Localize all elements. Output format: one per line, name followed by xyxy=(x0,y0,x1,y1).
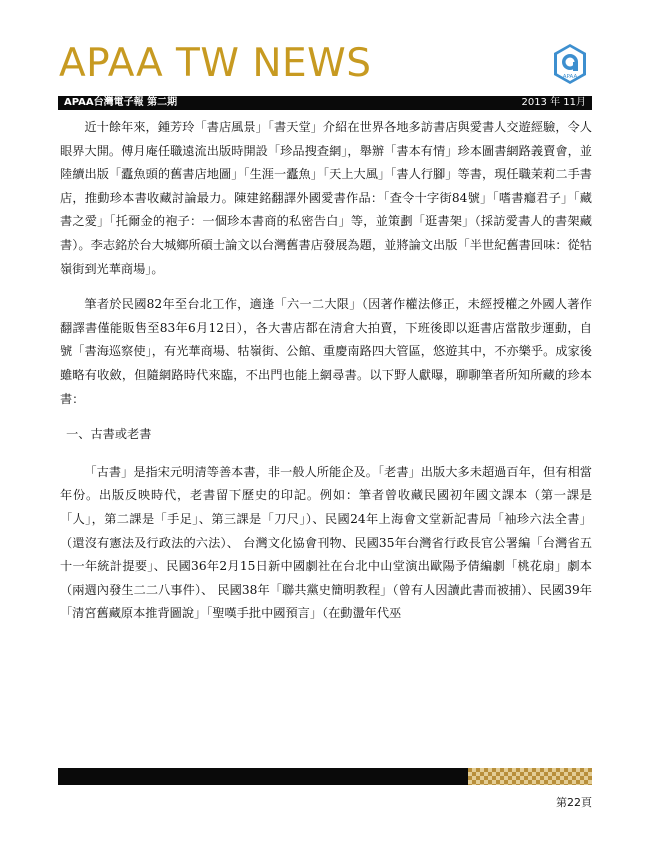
logo-text: APAA xyxy=(562,74,578,80)
apaa-logo-icon xyxy=(550,42,590,88)
issue-label: APAA台灣電子報 第二期 xyxy=(64,97,178,108)
article-body xyxy=(60,116,592,626)
issue-header-bar xyxy=(58,96,592,110)
page-number: 第22頁 xyxy=(556,796,592,809)
paragraph-2: 筆者於民國82年至台北工作，適逢「六一二大限」（因著作權法修正，未經授權之外國人著作翻譯書僅能販售至83年6月12日），各大書店都在清倉大拍賣，下班後即以逛書店當散步運動，自號「書海巡察使」，有光華商場、牯嶺街、公館、重慶南路四大管區，悠遊其中，不亦樂乎。成家後雖略有收斂，但隨網路時代來臨，不出門也能上網尋書。以下野人獻曝，聊聊筆者所知所藏的珍本書： xyxy=(60,297,592,406)
footer-bar xyxy=(58,768,592,785)
paragraph-1: 近十餘年來，鍾芳玲「書店風景」「書天堂」介紹在世界各地多訪書店與愛書人交遊經驗，令人眼界大開。傅月庵任職遠流出版時開設「珍品搜查網」，舉辦「書本有情」珍本圖書網路義賣會，並陸續出版「蠹魚頭的舊書店地圖」「生涯一蠹魚」「天上大風」「書人行腳」等書，現任職茉莉二手書店，推動珍本書收藏討論最力。陳建銘翻譯外國愛書作品：「查令十字街84號」「嗜書癮君子」「藏書之愛」「托爾金的袍子：一個珍本書商的私密告白」等，並策劃「逛書架」（採訪愛書人的書架藏書）。李志銘於台大城鄉所碩士論文以台灣舊書店發展為題，並將論文出版「半世紀舊書回味：從牯嶺街到光華商場」。 xyxy=(60,120,592,276)
issue-date: 2013 年 11月 xyxy=(521,97,586,108)
paragraph-3: 「古書」是指宋元明清等善本書，非一般人所能企及。「老書」出版大多未超過百年，但有相當年份。出版反映時代，老書留下歷史的印記。例如：筆者曾收藏民國初年國文課本（第一課是「人」，第二課是「手足」、第三課是「刀尺」）、民國24年上海會文堂新記書局「袖珍六法全書」（還沒有憲法及行政法的六法）、 台灣文化協會刊物、民國35年台灣省行政長官公署編「台灣省五十一年統計提要」、民國36年2月15日新中國劇社在台北中山堂演出歐陽予倩編劇「桃花扇」劇本（兩週內發生二二八事件）、 民國38年「聯共黨史簡明教程」（曾有人因讀此書而被捕）、民國39年「清宮舊藏原本推背圖說」「聖嘆手批中國預言」（在動盪年代巫 xyxy=(60,464,592,621)
checker-pattern xyxy=(468,768,592,785)
masthead-title: APAA TW NEWS xyxy=(59,41,372,86)
section-heading: 一、古書或老書 xyxy=(66,427,152,442)
